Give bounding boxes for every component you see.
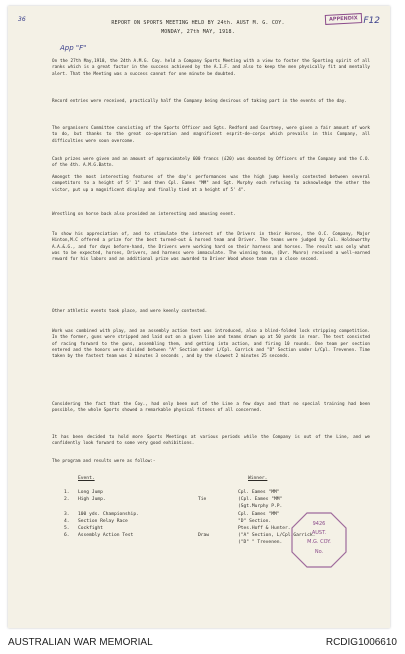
handwritten-page-number: 36 xyxy=(18,16,26,23)
stamp-number: 9426 xyxy=(312,521,326,527)
table-row: 1. Long Jump Cpl. Eames "MM" xyxy=(64,490,280,495)
stamp-line-no: No. xyxy=(314,549,324,555)
paragraph-high-jump: Amongst the most interesting features of the day's performances was the high jump keenly contested between several competitors to a height of 5' 1" and then Cpl. Eames "MM" and Sgt. Murphy each refusing to acknowledge the other the victor, put up a magnificent display and finally tied at a height of 5' 4". xyxy=(52,175,370,193)
header-winner: Winner. xyxy=(248,476,268,481)
paragraph-assembly-test: Work was combined with play, and an assembly action test was introduced, also a blind-folded lock stripping competition. In the former, guns were stripped and laid out on a given line and teams drawn up at 50 yards in rear. The test consisted of racing forward to the guns, assembling them, and getting into action, and firing 10 rounds. One team per section entered and the honors were divided between "A" Section under L/Cpl. Garrick and "D" Section under L/Cpl. Trevenen. Time taken by the fastest team was 2 minutes 3 seconds , and by the slowest 2 minutes 25 seconds. xyxy=(52,329,370,360)
stamp-line-unit: M.G. COY. xyxy=(307,539,331,545)
table-row: 6. Assembly Action Test Draw ("A" Section, L/Cpl.Garrick. xyxy=(64,533,316,538)
paragraph-future-meetings: It has been decided to hold more Sports Meetings at various periods while the Company is out of the Line, and we confidently look forward to some very good exhibitions. xyxy=(52,435,370,447)
report-title: REPORT ON SPORTS MEETING HELD BY 24th. AUST M. G. COY. xyxy=(111,20,285,26)
paragraph-intro: On the 27th May,1918, the 24th A.M.G. Coy. held a Company Sports Meeting with a view to foster the Sporting spirit of all ranks which is a great factor in the success achieved by the A.I.F. and also to keep the men physically fit and mentally alert. That the Meeting was a success cannot for one minute be doubted. xyxy=(52,59,370,77)
table-row: 4. Section Relay Race "D" Section. xyxy=(64,519,272,524)
paragraph-entries: Record entries were received, practically half the Company being desirous of taking part in the events of the day. xyxy=(52,99,347,104)
table-row: 5. Cockfight Ptes.Hoff & Hunter. xyxy=(64,526,291,531)
report-date: MONDAY, 27th MAY, 1918. xyxy=(161,29,235,35)
handwritten-folio: F12 xyxy=(363,16,380,26)
company-stamp xyxy=(290,511,348,569)
paragraph-athletics: Other athletic events took place, and were keenly contested. xyxy=(52,309,208,314)
table-row: (Sgt.Murphy P.P. xyxy=(238,504,283,509)
record-id: RCDIG1006610 xyxy=(325,637,397,648)
document-page xyxy=(8,6,390,628)
archive-name: AUSTRALIAN WAR MEMORIAL xyxy=(8,637,153,648)
paragraph-drivers: To show his appreciation of, and to stimulate the interest of the Drivers in their Horses, the O.C. Company, Major Hinton,M.C offered a prize for the best turned-out & horsed team and Driver. The teams were judged by Col. Holdsworthy A.A.&.G., and for days before-hand, the Drivers were working hard on their harness and horses. The result was only what was to be expected, horses, Drivers, and harness were immaculate. The winning team, (Dvr. Munro) received a well-earned reward for his labors and an additional prize was awarded to Driver Wood whose team ran a close second. xyxy=(52,232,370,263)
paragraph-program-intro: The program and results were as follow:- xyxy=(52,459,156,464)
paragraph-wrestling: Wrestling on horse back also provided an interesting and amusing event. xyxy=(52,212,236,217)
header-event: Event. xyxy=(78,476,95,481)
paragraph-fitness: Considering the fact that the Coy., had only been out of the Line a few days and that no special training had been possible, the whole Sports showed a remarkable physical fitness of all concerned. xyxy=(52,402,370,414)
table-row: 3. 100 yds. Championship. Cpl. Eames "MM" xyxy=(64,512,280,517)
handwritten-appendix-mark: App "F" xyxy=(60,44,87,52)
stamp-line-aust: AUST. xyxy=(311,530,327,536)
appendix-stamp: APPENDIX xyxy=(325,13,362,25)
paragraph-committee: The organisers Committee consisting of the Sports Officer and Sgts. Redford and Courtney, were given a fair amount of work to do, but thanks to the great co-operation and magnificent esprit-de-corps which prevails in this Company, all difficulties were soon overcome. xyxy=(52,126,370,144)
table-row: ("D" " Trevenen. xyxy=(238,540,283,545)
table-row: 2. High Jump. Tie (Cpl. Eames "MM" xyxy=(64,497,283,502)
paragraph-prizes: Cash prizes were given and an amount of approximately 600 francs (£20) was donated by Officers of the Company and the C.O. of the 4th. A.M.G.Battn. xyxy=(52,157,370,169)
results-table-header xyxy=(52,476,372,483)
archive-footer xyxy=(0,630,405,654)
